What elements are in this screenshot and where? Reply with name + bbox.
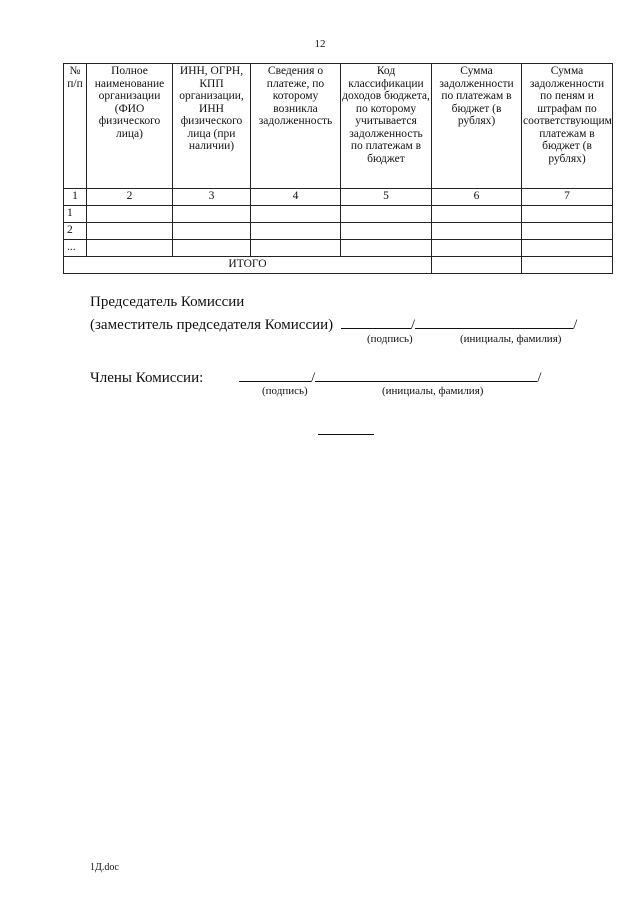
column-number: 6: [432, 189, 522, 206]
slash: /: [573, 317, 578, 333]
table-cell: [251, 223, 341, 240]
initials-caption: (инициалы, фамилия): [382, 385, 484, 397]
header-debt-sum: Сумма задолженности по платежам в бюджет (в рублях): [432, 64, 522, 189]
header-inn: ИНН, ОГРН, КПП организации, ИНН физического лица (при наличии): [173, 64, 251, 189]
chairman-signature-line: [90, 314, 577, 334]
page-number: 12: [314, 38, 326, 50]
header-penalty-sum: Сумма задолженности по пеням и штрафам по соответствующим платежам в бюджет (в рублях): [522, 64, 613, 189]
signature-caption: (подпись): [367, 333, 413, 345]
members-label: Члены Комиссии:: [90, 370, 204, 386]
chairman-title: Председатель Комиссии: [90, 294, 245, 310]
total-label: ИТОГО: [64, 257, 432, 274]
table-cell: [341, 206, 432, 223]
header-payment-info: Сведения о платеже, по которому возникла задолженность: [251, 64, 341, 189]
table-cell: [173, 240, 251, 257]
table-cell: [87, 240, 173, 257]
members-signature-blank: [239, 367, 311, 382]
table-cell: [432, 240, 522, 257]
deputy-chairman-label: (заместитель председателя Комиссии): [90, 317, 334, 333]
header-classification-code: Код классификации доходов бюджета, по которому учитывается задолженность по платежам в бюджет: [341, 64, 432, 189]
slash: /: [311, 370, 316, 386]
table-cell: [173, 223, 251, 240]
header-number: № п/п: [64, 64, 87, 189]
end-divider: [318, 434, 374, 435]
total-row: [64, 257, 613, 274]
header-org-name: Полное наименование организации (ФИО физического лица): [87, 64, 173, 189]
members-signature-line: [90, 367, 541, 387]
table-cell: [341, 240, 432, 257]
table-cell: [432, 223, 522, 240]
column-number: 7: [522, 189, 613, 206]
table-row: [64, 206, 613, 223]
table-row: [64, 223, 613, 240]
row-number: ...: [64, 240, 87, 257]
column-number: 2: [87, 189, 173, 206]
slash: /: [537, 370, 542, 386]
table-cell: [341, 223, 432, 240]
table-header-row: [64, 64, 613, 189]
table-cell: [251, 206, 341, 223]
table-cell: [251, 240, 341, 257]
table-cell: [87, 223, 173, 240]
total-debt-cell: [432, 257, 522, 274]
members-name-blank: [315, 367, 537, 382]
total-penalty-cell: [522, 257, 613, 274]
column-number-row: [64, 189, 613, 206]
table-cell: [432, 206, 522, 223]
table-cell: [522, 223, 613, 240]
footer-filename: 1Д.doc: [90, 862, 119, 873]
table-cell: [173, 206, 251, 223]
chairman-signature-blank: [341, 314, 411, 329]
table-cell: [87, 206, 173, 223]
signature-caption: (подпись): [262, 385, 308, 397]
column-number: 5: [341, 189, 432, 206]
column-number: 3: [173, 189, 251, 206]
column-number: 1: [64, 189, 87, 206]
initials-caption: (инициалы, фамилия): [460, 333, 562, 345]
slash: /: [410, 317, 416, 333]
row-number: 2: [64, 223, 87, 240]
column-number: 4: [251, 189, 341, 206]
chairman-name-blank: [415, 314, 573, 329]
table-cell: [522, 240, 613, 257]
debt-table: [63, 63, 613, 274]
table-row: [64, 240, 613, 257]
table-cell: [522, 206, 613, 223]
row-number: 1: [64, 206, 87, 223]
